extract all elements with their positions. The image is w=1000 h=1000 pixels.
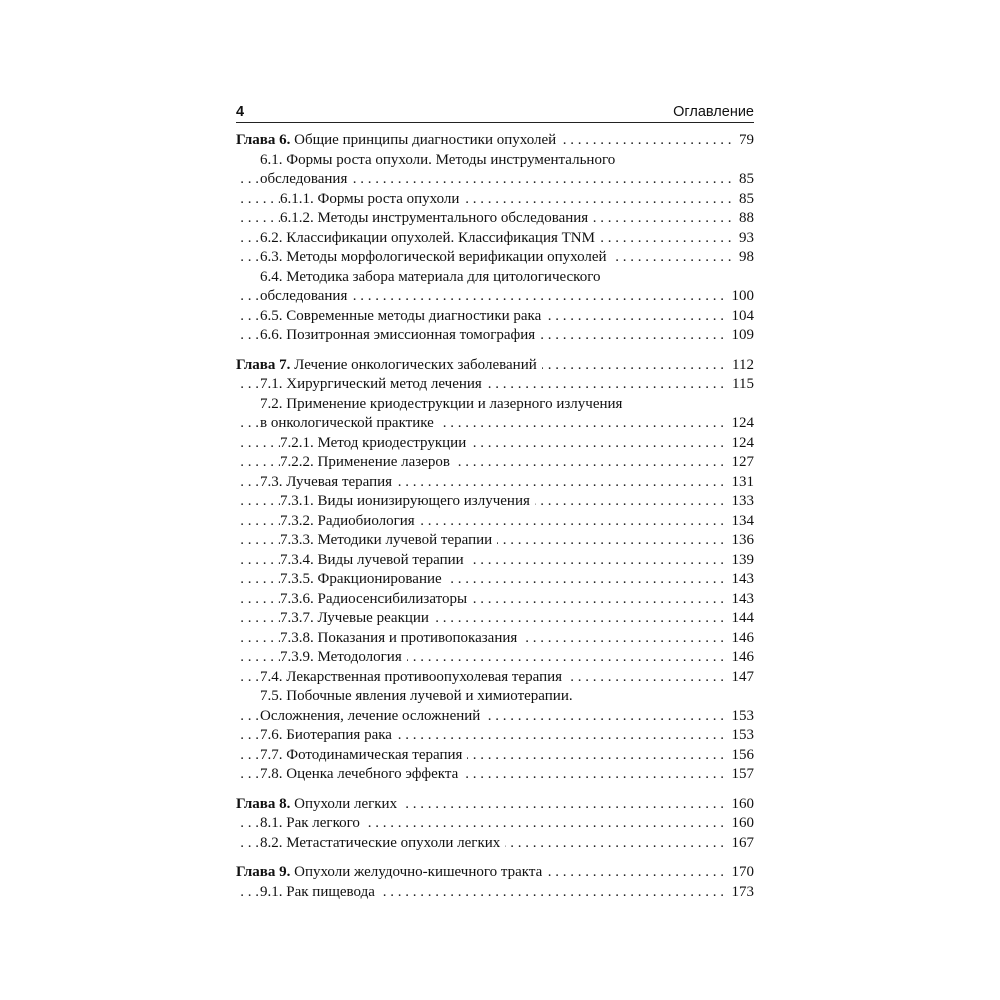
entry-title: 7.7. Фотодинамическая терапия (260, 746, 467, 766)
running-header (236, 98, 754, 120)
toc-entry-7-2-2[interactable] (236, 453, 754, 473)
page-ref: 134 (727, 512, 755, 532)
page-ref: 143 (727, 590, 755, 610)
entry-title: обследования (260, 287, 352, 307)
toc-entry-7-3-1[interactable] (236, 492, 754, 512)
entry-title: 7.1. Хирургический метод лечения (260, 375, 487, 395)
page-ref: 146 (727, 629, 755, 649)
toc-entry-6-6[interactable] (236, 326, 754, 346)
toc-entry-7-4[interactable] (236, 668, 754, 688)
entry-title: 7.3.1. Виды ионизирующего излучения (280, 492, 535, 512)
entry-title: 7.4. Лекарственная противоопухолевая терапия (260, 668, 567, 688)
entry-title: 6.4. Методика забора материала для цитологического (260, 268, 606, 288)
page-ref: 156 (727, 746, 755, 766)
chapter-gap (236, 853, 754, 863)
entry-title: 6.6. Позитронная эмиссионная томография (260, 326, 540, 346)
page-ref: 112 (727, 356, 754, 376)
page-ref: 124 (727, 434, 755, 454)
toc-entry-6-1-2[interactable] (236, 209, 754, 229)
entry-title: обследования (260, 170, 352, 190)
entry-title: 8.2. Метастатические опухоли легких (260, 834, 505, 854)
table-of-contents (236, 131, 754, 902)
entry-title: 7.2. Применение криодеструкции и лазерного излучения (260, 395, 627, 415)
toc-entry-7-5[interactable] (236, 687, 754, 707)
toc-entry-7-2[interactable] (236, 395, 754, 415)
page-ref: 98 (734, 248, 754, 268)
entry-title: 7.6. Биотерапия рака (260, 726, 397, 746)
page-ref: 133 (727, 492, 755, 512)
entry-title: 7.8. Оценка лечебного эффекта (260, 765, 463, 785)
chapter-gap (236, 346, 754, 356)
entry-title: 6.1.1. Формы роста опухоли (280, 190, 464, 210)
toc-entry-7-3-7[interactable] (236, 609, 754, 629)
toc-entry-6-4-cont[interactable] (236, 287, 754, 307)
chapter-title: Опухоли желудочно-кишечного тракта (290, 864, 543, 880)
toc-entry-7-5-cont[interactable] (236, 707, 754, 727)
toc-entry-7-1[interactable] (236, 375, 754, 395)
toc-entry-7-3-5[interactable] (236, 570, 754, 590)
page-ref: 146 (727, 648, 755, 668)
page-ref: 109 (727, 326, 755, 346)
page-ref: 136 (727, 531, 755, 551)
page-ref: 104 (727, 307, 755, 327)
running-title: Оглавление (673, 104, 754, 120)
toc-entry-8-1[interactable] (236, 814, 754, 834)
toc-chapter-6[interactable] (236, 131, 754, 151)
page-ref: 124 (727, 414, 755, 434)
page-ref: 100 (727, 287, 755, 307)
toc-entry-6-1-1[interactable] (236, 190, 754, 210)
chapter-label: Глава 7. (236, 356, 291, 373)
toc-entry-7-6[interactable] (236, 726, 754, 746)
entry-title: 6.2. Классификации опухолей. Классификация TNM (260, 229, 600, 249)
toc-entry-6-4[interactable] (236, 268, 754, 288)
page-number: 4 (236, 104, 245, 120)
toc-entry-7-3[interactable] (236, 473, 754, 493)
entry-title: 7.3.7. Лучевые реакции (280, 609, 434, 629)
entry-title: 6.5. Современные методы диагностики рака (260, 307, 546, 327)
page-ref: 85 (734, 190, 754, 210)
toc-entry-9-1[interactable] (236, 883, 754, 903)
header-rule (236, 122, 754, 123)
entry-title: 8.1. Рак легкого (260, 814, 365, 834)
toc-entry-6-2[interactable] (236, 229, 754, 249)
chapter-label: Глава 9. (236, 864, 291, 880)
page-ref: 170 (727, 863, 755, 883)
entry-title: 7.3.6. Радиосенсибилизаторы (280, 590, 472, 610)
chapter-label: Глава 6. (236, 132, 291, 148)
entry-title: 7.3.3. Методики лучевой терапии (280, 531, 497, 551)
toc-entry-7-2-1[interactable] (236, 434, 754, 454)
entry-title: 7.2.1. Метод криодеструкции (280, 434, 471, 454)
toc-entry-7-3-4[interactable] (236, 551, 754, 571)
toc-entry-7-3-8[interactable] (236, 629, 754, 649)
toc-chapter-9[interactable] (236, 863, 754, 883)
entry-title: Осложнения, лечение осложнений (260, 707, 485, 727)
page-ref: 147 (727, 668, 755, 688)
entry-title: 6.1. Формы роста опухоли. Методы инструментального (260, 151, 620, 171)
entry-title: 7.5. Побочные явления лучевой и химиотерапии. (260, 687, 578, 707)
entry-title: 7.2.2. Применение лазеров (280, 453, 455, 473)
toc-entry-7-3-2[interactable] (236, 512, 754, 532)
entry-title: 6.3. Методы морфологической верификации опухолей (260, 248, 612, 268)
entry-title: 7.3.9. Методология (280, 648, 407, 668)
page-ref: 157 (727, 765, 755, 785)
entry-title: 7.3.8. Показания и противопоказания (280, 629, 522, 649)
toc-entry-8-2[interactable] (236, 834, 754, 854)
page-ref: 93 (734, 229, 754, 249)
toc-entry-6-1[interactable] (236, 151, 754, 171)
toc-chapter-8[interactable] (236, 795, 754, 815)
toc-entry-7-3-3[interactable] (236, 531, 754, 551)
page-ref: 160 (727, 814, 755, 834)
entry-title: 7.3.2. Радиобиология (280, 512, 420, 532)
toc-entry-7-3-6[interactable] (236, 590, 754, 610)
page-ref: 144 (727, 609, 755, 629)
chapter-title: Опухоли легких (290, 795, 398, 812)
page-ref: 160 (727, 795, 755, 815)
page-ref: 88 (734, 209, 754, 229)
entry-title: 7.3.4. Виды лучевой терапии (280, 551, 469, 571)
page-ref: 153 (727, 726, 755, 746)
page-ref: 115 (727, 375, 754, 395)
page-ref: 79 (734, 131, 754, 151)
entry-title: в онкологической практике (260, 414, 439, 434)
chapter-title: Лечение онкологических заболеваний (290, 356, 537, 373)
toc-entry-7-3-9[interactable] (236, 648, 754, 668)
page-ref: 139 (727, 551, 755, 571)
page-ref: 127 (727, 453, 755, 473)
chapter-gap (236, 785, 754, 795)
toc-entry-6-5[interactable] (236, 307, 754, 327)
page-ref: 173 (727, 883, 755, 903)
page-ref: 143 (727, 570, 755, 590)
toc-entry-6-3[interactable] (236, 248, 754, 268)
toc-chapter-7[interactable] (236, 356, 754, 376)
toc-entry-7-8[interactable] (236, 765, 754, 785)
page-ref: 131 (727, 473, 755, 493)
toc-entry-7-7[interactable] (236, 746, 754, 766)
entry-title: 7.3. Лучевая терапия (260, 473, 397, 493)
entry-title: 7.3.5. Фракционирование (280, 570, 447, 590)
entry-title: 9.1. Рак пищевода (260, 883, 380, 903)
page-ref: 85 (734, 170, 754, 190)
toc-entry-7-2-cont[interactable] (236, 414, 754, 434)
chapter-title: Общие принципы диагностики опухолей (290, 132, 557, 148)
toc-entry-6-1-cont[interactable] (236, 170, 754, 190)
chapter-label: Глава 8. (236, 795, 291, 812)
page-ref: 167 (727, 834, 755, 854)
page-ref: 153 (727, 707, 755, 727)
entry-title: 6.1.2. Методы инструментального обследования (280, 209, 593, 229)
